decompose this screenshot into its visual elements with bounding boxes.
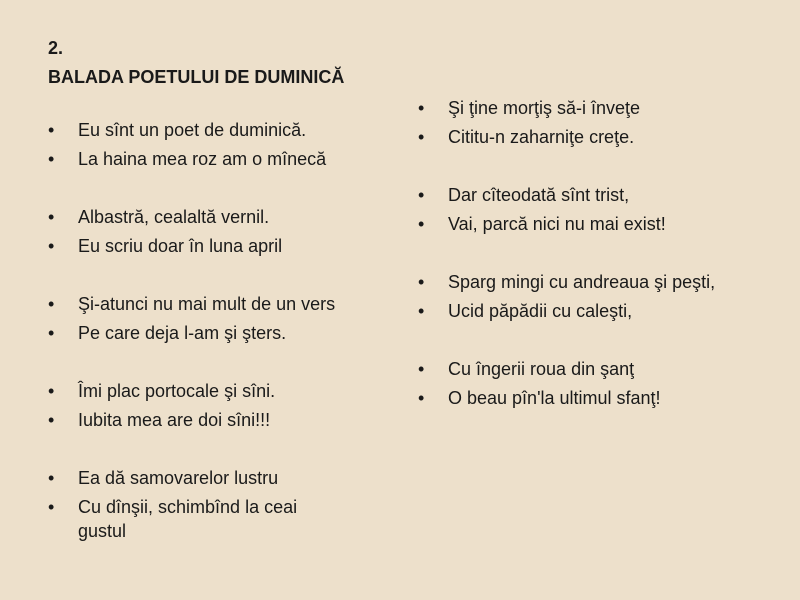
bullet-icon: • xyxy=(48,381,55,401)
poem-line xyxy=(418,183,768,207)
poem-line-text: Ea dă samovarelor lustru xyxy=(78,468,279,488)
poem-line xyxy=(48,321,378,345)
bullet-icon: • xyxy=(418,359,425,379)
poem-line xyxy=(48,379,378,403)
poem-line xyxy=(418,212,768,236)
poem-line-text: Cititu-n zaharniţe creţe. xyxy=(448,127,635,147)
poem-line xyxy=(48,234,378,258)
poem-line-text: Sparg mingi cu andreaua şi peşti, xyxy=(448,272,716,292)
bullet-icon: • xyxy=(418,98,425,118)
bullet-icon: • xyxy=(48,497,55,517)
poem-line-text: Eu sînt un poet de duminică. xyxy=(78,120,307,140)
poem-line xyxy=(418,299,768,323)
bullet-icon: • xyxy=(418,272,425,292)
poem-line xyxy=(48,495,348,543)
poem-title xyxy=(48,66,348,88)
poem-line xyxy=(418,96,768,120)
poem-title-text: BALADA POETULUI DE DUMINICĂ xyxy=(48,67,345,87)
bullet-icon: • xyxy=(418,214,425,234)
poem-line-text: Şi ţine morţiş să-i înveţe xyxy=(448,98,641,118)
poem-line-text: Cu dînşii, schimbînd la ceai gustul xyxy=(78,497,298,541)
bullet-icon: • xyxy=(48,294,55,314)
poem-line xyxy=(418,125,768,149)
bullet-icon: • xyxy=(48,120,55,140)
poem-line-text: Dar cîteodată sînt trist, xyxy=(448,185,630,205)
poem-line xyxy=(418,270,768,294)
poem-line xyxy=(48,408,378,432)
bullet-icon: • xyxy=(418,127,425,147)
poem-line-text: O beau pîn'la ultimul sfanţ! xyxy=(448,388,661,408)
poem-line xyxy=(418,357,768,381)
poem-line xyxy=(48,292,378,316)
bullet-icon: • xyxy=(418,185,425,205)
bullet-icon: • xyxy=(48,236,55,256)
bullet-icon: • xyxy=(418,388,425,408)
poem-line xyxy=(48,118,378,142)
bullet-icon: • xyxy=(48,468,55,488)
poem-line-text: Şi-atunci nu mai mult de un vers xyxy=(78,294,336,314)
bullet-icon: • xyxy=(418,301,425,321)
bullet-icon: • xyxy=(48,149,55,169)
bullet-icon: • xyxy=(48,410,55,430)
poem-line xyxy=(48,147,378,171)
poem-line-text: Cu îngerii roua din şanţ xyxy=(448,359,635,379)
poem-line-text: Vai, parcă nici nu mai exist! xyxy=(448,214,666,234)
poem-line-text: Iubita mea are doi sîni!!! xyxy=(78,410,271,430)
bullet-icon: • xyxy=(48,323,55,343)
poem-line-text: Albastră, cealaltă vernil. xyxy=(78,207,270,227)
poem-line xyxy=(418,386,768,410)
poem-number: 2. xyxy=(48,38,64,58)
poem-line-text: Îmi plac portocale şi sîni. xyxy=(78,381,276,401)
bullet-icon: • xyxy=(48,207,55,227)
poem-line-text: Eu scriu doar în luna april xyxy=(78,236,283,256)
poem-line xyxy=(48,205,378,229)
poem-line xyxy=(48,466,378,490)
poem-line-text: Ucid păpădii cu caleşti, xyxy=(448,301,633,321)
poem-line-text: La haina mea roz am o mînecă xyxy=(78,149,327,169)
poem-line-text: Pe care deja l-am şi şters. xyxy=(78,323,287,343)
